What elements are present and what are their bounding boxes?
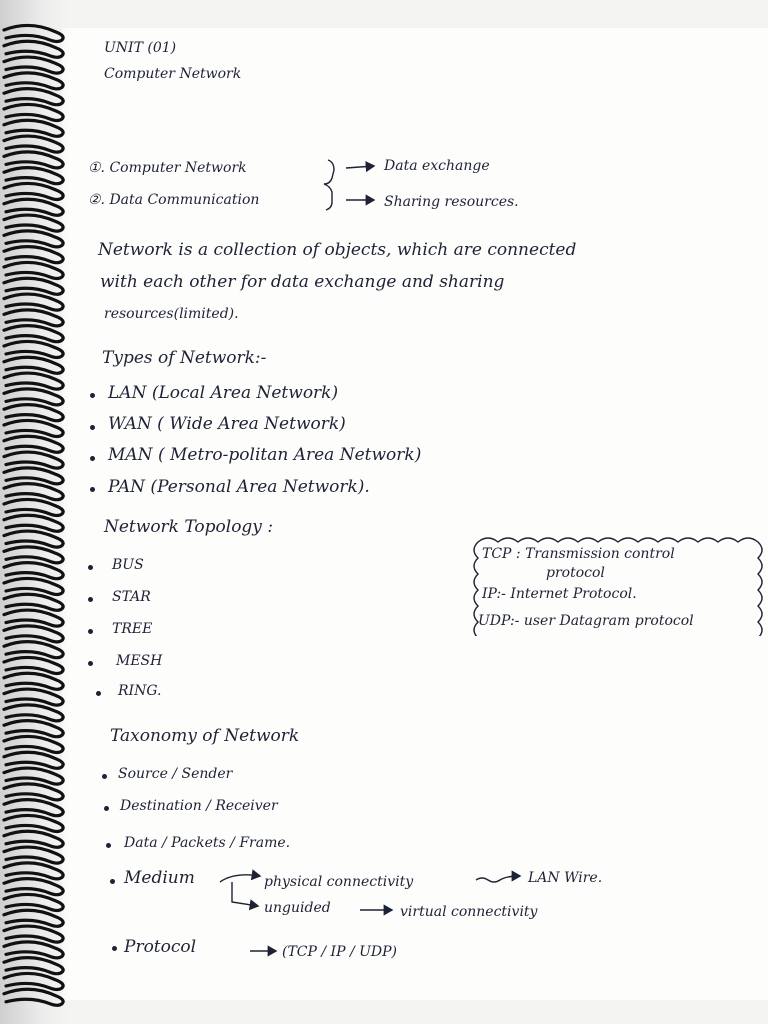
spiral-coil [4,310,63,326]
bullet [106,843,111,848]
spiral-coil [4,262,63,278]
bullet [90,393,95,398]
spiral-coil [4,673,63,689]
type-item-lan: LAN (Local Area Network) [108,383,339,403]
bullet [88,661,93,666]
spiral-coil [4,326,63,342]
spiral-coil [4,41,63,57]
spiral-coil [4,910,63,926]
spiral-coil [4,563,63,579]
definition-line-2: with each other for data exchange and sharing [100,272,505,292]
topology-item-mesh: MESH [116,653,163,669]
medium-unguided-result: virtual connectivity [400,904,538,920]
protocol-note-ip: IP:- Internet Protocol. [482,586,637,602]
topology-item-tree: TREE [112,621,153,637]
bullet [88,597,93,602]
spiral-coil [4,973,63,989]
spiral-coil [4,531,63,547]
spiral-coil [4,183,63,199]
bullet [88,629,93,634]
spiral-coil [4,815,63,831]
spiral-coil [4,152,63,168]
spiral-coil [4,294,63,310]
spiral-coil [4,247,63,263]
spiral-coil [4,136,63,152]
spiral-coil [4,231,63,247]
spiral-coil [4,689,63,705]
taxonomy-item-data: Data / Packets / Frame. [124,835,291,851]
spiral-coil [4,89,63,105]
spiral-coil [4,863,63,879]
spiral-coil [4,341,63,357]
taxonomy-medium: Medium [124,868,195,888]
spiral-coil [4,215,63,231]
bullet [102,774,107,779]
medium-unguided: unguided [264,900,331,916]
spiral-coil [4,926,63,942]
spiral-coil [4,610,63,626]
spiral-coil [4,847,63,863]
spiral-coil [4,120,63,136]
spiral-coil [4,831,63,847]
spiral-binding [0,18,70,1008]
spiral-coil [4,942,63,958]
type-item-man: MAN ( Metro-politan Area Network) [108,445,422,465]
medium-guided: physical connectivity [264,874,414,890]
bullet [88,565,93,570]
spiral-coil [4,894,63,910]
intro-outcome-1: Data exchange [384,158,490,174]
bullet [104,806,109,811]
spiral-coil [4,420,63,436]
subject-title: Computer Network [104,66,242,82]
definition-line-3: resources(limited). [104,306,239,322]
intro-outcome-2: Sharing resources. [384,194,519,210]
spiral-coil [4,752,63,768]
spiral-coil [4,499,63,515]
spiral-coil [4,104,63,120]
bullet [112,946,117,951]
spiral-coil [4,468,63,484]
taxonomy-heading: Taxonomy of Network [110,726,300,746]
spiral-coil [4,405,63,421]
bullet [90,487,95,492]
spiral-coil [4,278,63,294]
spiral-coil [4,594,63,610]
protocol-note-tcp: TCP : Transmission control [482,546,675,562]
medium-guided-result: LAN Wire. [528,870,603,886]
spiral-coil [4,452,63,468]
spiral-coil [4,879,63,895]
spiral-coil [4,515,63,531]
spiral-coil [4,73,63,89]
unit-title: UNIT (01) [104,40,177,56]
type-item-wan: WAN ( Wide Area Network) [108,414,346,434]
spiral-coil [4,436,63,452]
spiral-coil [4,389,63,405]
topology-heading: Network Topology : [104,517,274,537]
topology-item-ring: RING. [118,683,162,699]
spiral-coil [4,989,63,1005]
spiral-coil [4,784,63,800]
spiral-coil [4,357,63,373]
spiral-coil [4,578,63,594]
spiral-coil [4,768,63,784]
topology-item-bus: BUS [112,557,144,573]
type-item-pan: PAN (Personal Area Network). [108,477,370,497]
spiral-coil [4,736,63,752]
spiral-coil [4,958,63,974]
spiral-coil [4,57,63,73]
taxonomy-protocol-value: (TCP / IP / UDP) [282,944,398,960]
topology-item-star: STAR [112,589,151,605]
taxonomy-item-source: Source / Sender [118,766,233,782]
intro-item-2: ②. Data Communication [88,192,260,208]
spiral-coil [4,705,63,721]
bullet [90,456,95,461]
protocol-note-tcp-cont: protocol [546,565,605,581]
definition-line-1: Network is a collection of objects, which are connected [98,240,577,260]
spiral-coil [4,547,63,563]
spiral-coil [4,626,63,642]
taxonomy-protocol: Protocol [124,937,197,957]
spiral-coil [4,642,63,658]
bullet [90,425,95,430]
spiral-coil [4,373,63,389]
spiral-coil [4,721,63,737]
intro-item-1: ①. Computer Network [88,160,247,176]
types-heading: Types of Network:- [102,348,267,368]
spiral-coil [4,199,63,215]
spiral-coil [4,484,63,500]
spiral-coil [4,25,63,41]
protocol-note-udp: UDP:- user Datagram protocol [478,613,694,629]
taxonomy-item-destination: Destination / Receiver [120,798,278,814]
bullet [110,879,115,884]
bullet [96,691,101,696]
spiral-coil [4,800,63,816]
spiral-coil [4,657,63,673]
spiral-coil [4,168,63,184]
